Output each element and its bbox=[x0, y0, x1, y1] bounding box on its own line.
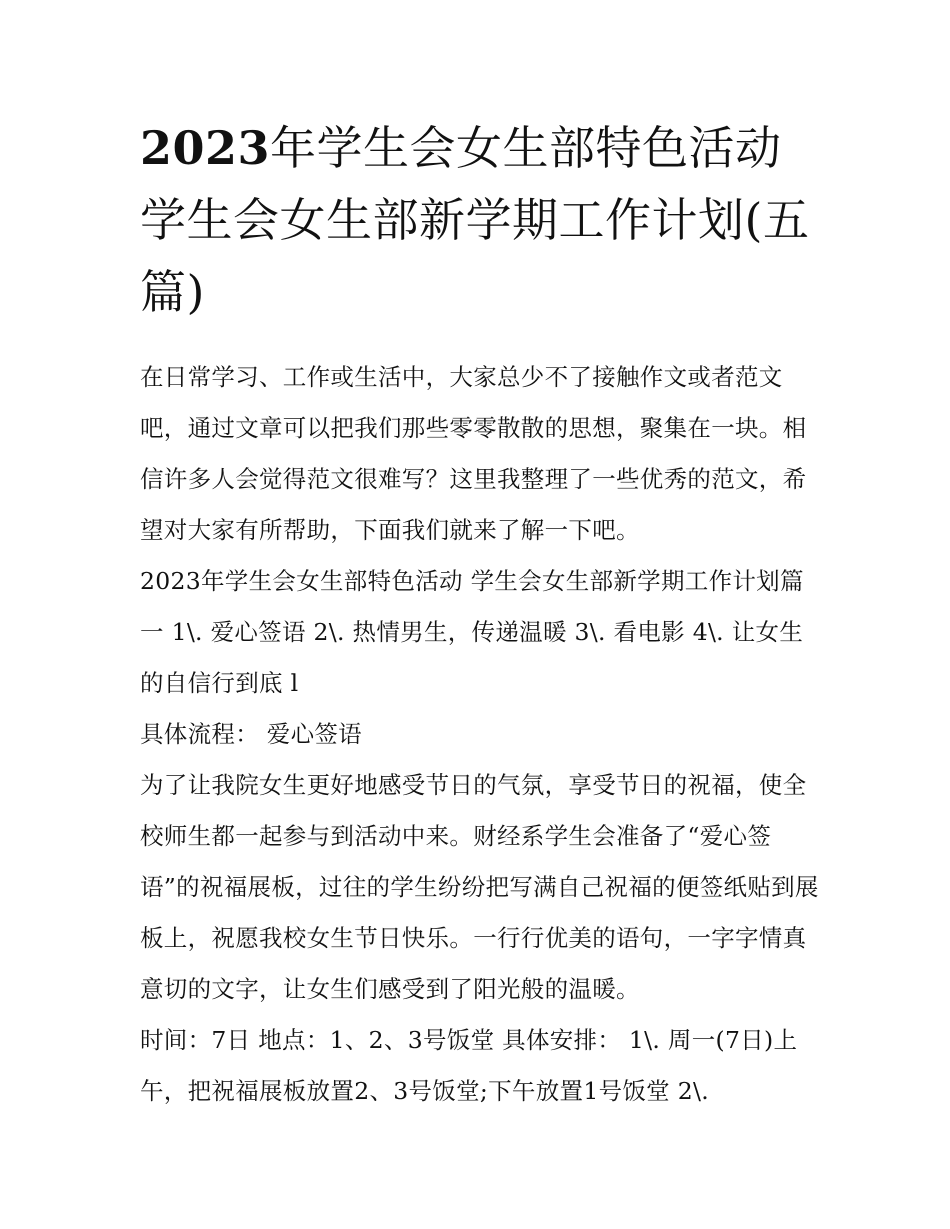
document-body bbox=[140, 352, 820, 1117]
document-title bbox=[140, 112, 820, 328]
process-paragraph: 具体流程： 爱心签语 bbox=[140, 720, 362, 748]
title-year: 2023 bbox=[140, 121, 271, 175]
activity-description-paragraph: 为了让我院女生更好地感受节日的气氛，享受节日的祝福，使全校师生都一起参与到活动中来。财经系学生会准备了“爱心签语”的祝福展板，过往的学生纷纷把写满自己祝福的便签纸贴到展板上，祝愿我校女生节日快乐。一行行优美的语句，一字字情真意切的文字，让女生们感受到了阳光般的温暖。 bbox=[140, 771, 819, 1003]
intro-paragraph: 在日常学习、工作或生活中，大家总少不了接触作文或者范文吧，通过文章可以把我们那些零零散散的思想，聚集在一块。相信许多人会觉得范文很难写？这里我整理了一些优秀的范文，希望对大家有所帮助，下面我们就来了解一下吧。 bbox=[140, 363, 807, 544]
title-text: 年学生会女生部特色活动学生会女生部新学期工作计划(五篇) bbox=[140, 121, 810, 319]
plan-heading-paragraph: 2023年学生会女生部特色活动 学生会女生部新学期工作计划篇一 1\. 爱心签语 2\. 热情男生，传递温暖 3\. 看电影 4\. 让女生的自信行到底 l bbox=[140, 567, 804, 697]
schedule-paragraph: 时间：7日 地点：1、2、3号饭堂 具体安排： 1\. 周一(7日)上午，把祝福展板放置2、3号饭堂;下午放置1号饭堂 2\. bbox=[140, 1026, 798, 1105]
